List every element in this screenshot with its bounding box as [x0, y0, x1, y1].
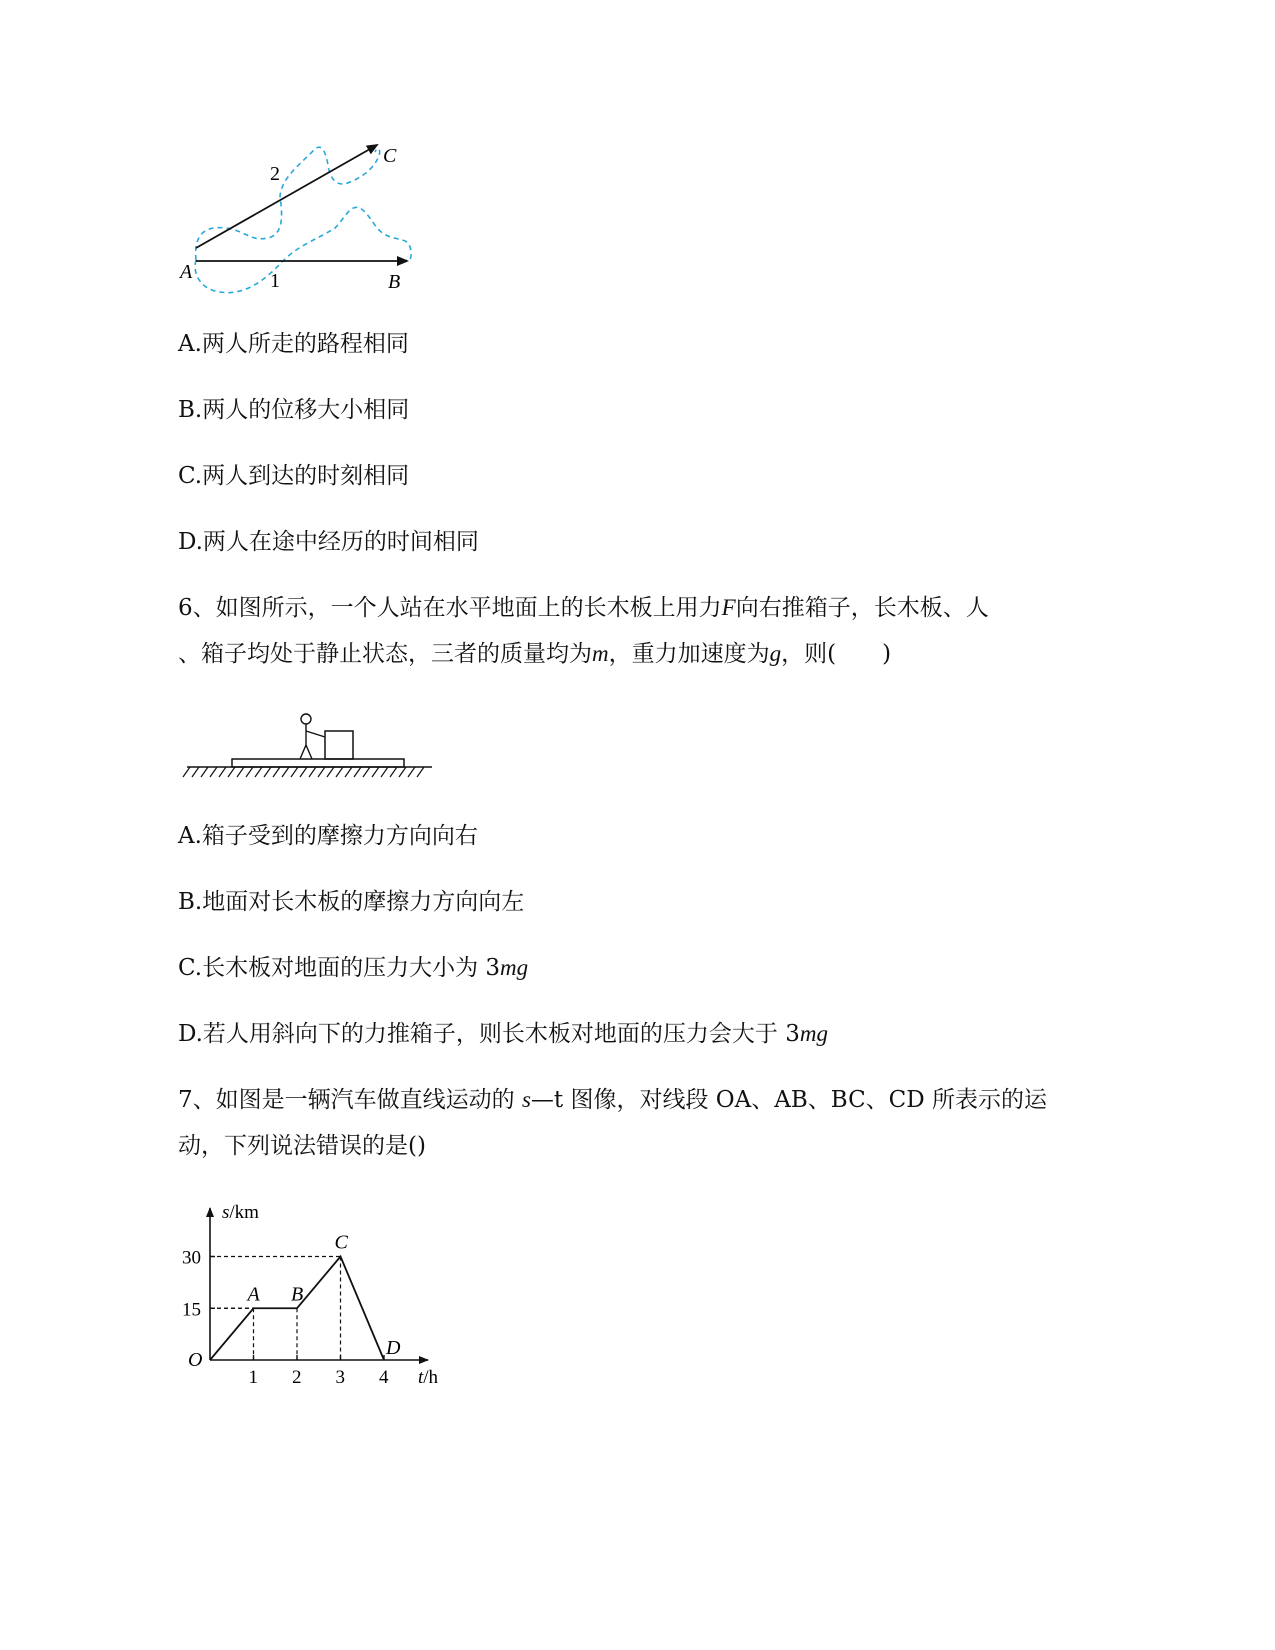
path-diagram — [170, 130, 430, 310]
x-tick-label-2: 2 — [292, 1367, 302, 1388]
q5-option-a: A.两人所走的路程相同 — [178, 331, 409, 357]
label-c: C — [383, 145, 397, 167]
person — [300, 714, 325, 759]
path-2-arrow — [196, 145, 377, 248]
s-symbol: s — [521, 1087, 531, 1112]
ground-hatching — [183, 767, 424, 777]
label-a: A — [180, 261, 193, 283]
label-b: B — [388, 271, 401, 293]
g-symbol: g — [769, 641, 782, 666]
point-label-O: O — [188, 1349, 203, 1371]
y-axis-label: s/km — [222, 1202, 259, 1223]
force-symbol: F — [721, 595, 736, 620]
x-axis-label: t/h — [418, 1367, 439, 1388]
q6-stem-line-1: 6、如图所示，一个人站在水平地面上的长木板上用力F向右推箱子，长木板、人 — [178, 595, 989, 621]
point-label-C: C — [334, 1231, 348, 1254]
label-path-2: 2 — [270, 163, 280, 185]
y-tick-label-15: 15 — [182, 1299, 201, 1321]
x-tick-label-1: 1 — [248, 1367, 258, 1388]
q6-option-d: D.若人用斜向下的力推箱子，则长木板对地面的压力会大于 3mg — [178, 1021, 829, 1047]
q7-stem-line-2: 动，下列说法错误的是() — [178, 1133, 426, 1159]
x-tick-label-4: 4 — [379, 1367, 389, 1388]
s-t-chart — [170, 1190, 460, 1400]
point-label-A: A — [247, 1283, 260, 1306]
label-path-1: 1 — [270, 270, 280, 292]
dashed-path-2 — [195, 207, 411, 292]
q6-option-b: B.地面对长木板的摩擦力方向向左 — [178, 889, 525, 915]
q6-option-c: C.长木板对地面的压力大小为 3mg — [178, 955, 529, 981]
point-label-D: D — [386, 1337, 401, 1359]
mass-symbol: m — [592, 641, 609, 666]
long-board — [232, 759, 404, 767]
q5-option-b: B.两人的位移大小相同 — [178, 397, 410, 423]
x-tick-label-3: 3 — [335, 1367, 345, 1388]
box — [325, 731, 353, 759]
dashed-path-1 — [196, 147, 380, 260]
q6-option-a: A.箱子受到的摩擦力方向向右 — [178, 823, 478, 849]
point-label-B: B — [291, 1283, 304, 1306]
q7-stem-line-1: 7、如图是一辆汽车做直线运动的 s—t 图像，对线段 OA、AB、BC、CD 所表示的运 — [178, 1087, 1048, 1113]
q5-option-d: D.两人在途中经历的时间相同 — [178, 529, 479, 555]
y-tick-label-30: 30 — [182, 1247, 201, 1269]
person-box-diagram — [182, 705, 437, 785]
q6-stem-line-2: 、箱子均处于静止状态，三者的质量均为m，重力加速度为g，则( ) — [178, 641, 892, 667]
q5-option-c: C.两人到达的时刻相同 — [178, 463, 410, 489]
